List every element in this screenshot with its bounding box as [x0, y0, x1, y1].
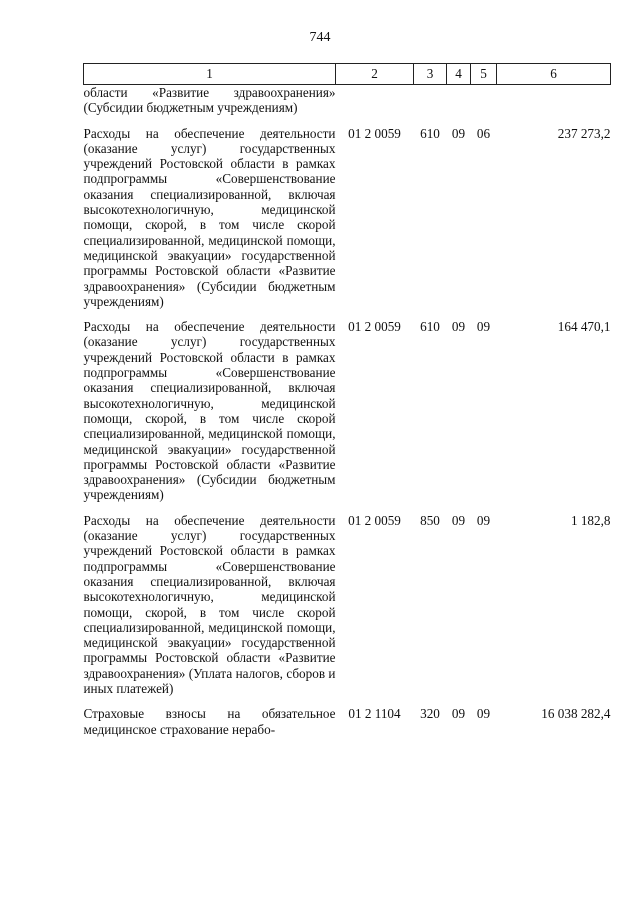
row-code: 01 2 0059 [348, 319, 401, 335]
row-description: Страховые взносы на обязательное медицинское страхование нерабо- [83, 706, 336, 737]
row-description: Расходы на обеспечение деятельности (оказание услуг) государственных учреждений Ростовской области в рамках подпрограммы «Совершенствование оказания специализированной, включая высокотехнологичную, медицинской помощи, скорой, в том числе скорой специализированной, медицинской помощи, медицинской эвакуации» государственной программы Ростовской области «Развитие здравоохранения» (Субсидии бюджетным учреждениям) [83, 319, 336, 503]
budget-table [83, 63, 611, 737]
row-amount: 164 470,1 [557, 319, 611, 335]
row-description: области «Развитие здравоохранения» (Субсидии бюджетным учреждениям) [83, 85, 336, 116]
row-code: 01 2 0059 [348, 125, 401, 141]
column-header: 1 [84, 64, 336, 85]
row-code: 01 2 0059 [348, 512, 401, 528]
row-c3 [414, 85, 447, 116]
table-row [84, 706, 611, 737]
row-c3: 610 [420, 319, 440, 335]
column-header: 2 [336, 64, 414, 85]
row-c4: 09 [451, 319, 466, 335]
row-description: Расходы на обеспечение деятельности (оказание услуг) государственных учреждений Ростовской области в рамках подпрограммы «Совершенствование оказания специализированной, включая высокотехнологичную, медицинской помощи, скорой, в том числе скорой специализированной, медицинской помощи, медицинской эвакуации» государственной программы Ростовской области «Развитие здравоохранения» (Субсидии бюджетным учреждениям) [83, 125, 336, 309]
column-header: 5 [471, 64, 497, 85]
table-row [84, 319, 611, 503]
row-spacer [84, 696, 611, 706]
table-row [84, 85, 611, 116]
row-c5: 09 [476, 706, 491, 722]
row-c5: 09 [476, 512, 491, 528]
row-spacer [84, 116, 611, 126]
row-amount [497, 85, 611, 116]
row-description: Расходы на обеспечение деятельности (оказание услуг) государственных учреждений Ростовской области в рамках подпрограммы «Совершенствование оказания специализированной, включая высокотехнологичную, медицинской помощи, скорой, в том числе скорой специализированной, медицинской помощи, медицинской эвакуации» государственной программы Ростовской области «Развитие здравоохранения» (Уплата налогов, сборов и иных платежей) [83, 512, 336, 696]
row-c4: 09 [451, 706, 466, 722]
page-number: 744 [309, 30, 331, 45]
row-c5: 06 [476, 125, 491, 141]
row-c5: 09 [476, 319, 491, 335]
row-c4: 09 [451, 512, 466, 528]
row-code [336, 85, 414, 116]
column-header: 6 [497, 64, 611, 85]
row-amount: 16 038 282,4 [541, 706, 611, 722]
row-amount: 237 273,2 [557, 125, 611, 141]
row-c5 [471, 85, 497, 116]
table-row [84, 126, 611, 310]
row-c3: 320 [420, 706, 440, 722]
column-header: 4 [447, 64, 471, 85]
row-c3: 610 [420, 125, 440, 141]
row-code: 01 2 1104 [348, 706, 401, 722]
row-spacer [84, 503, 611, 513]
column-header: 3 [414, 64, 447, 85]
row-c3: 850 [420, 512, 440, 528]
row-c4 [447, 85, 471, 116]
header-row [84, 64, 611, 85]
row-c4: 09 [451, 125, 466, 141]
row-amount: 1 182,8 [570, 512, 611, 528]
table-row [84, 513, 611, 697]
row-spacer [84, 309, 611, 319]
